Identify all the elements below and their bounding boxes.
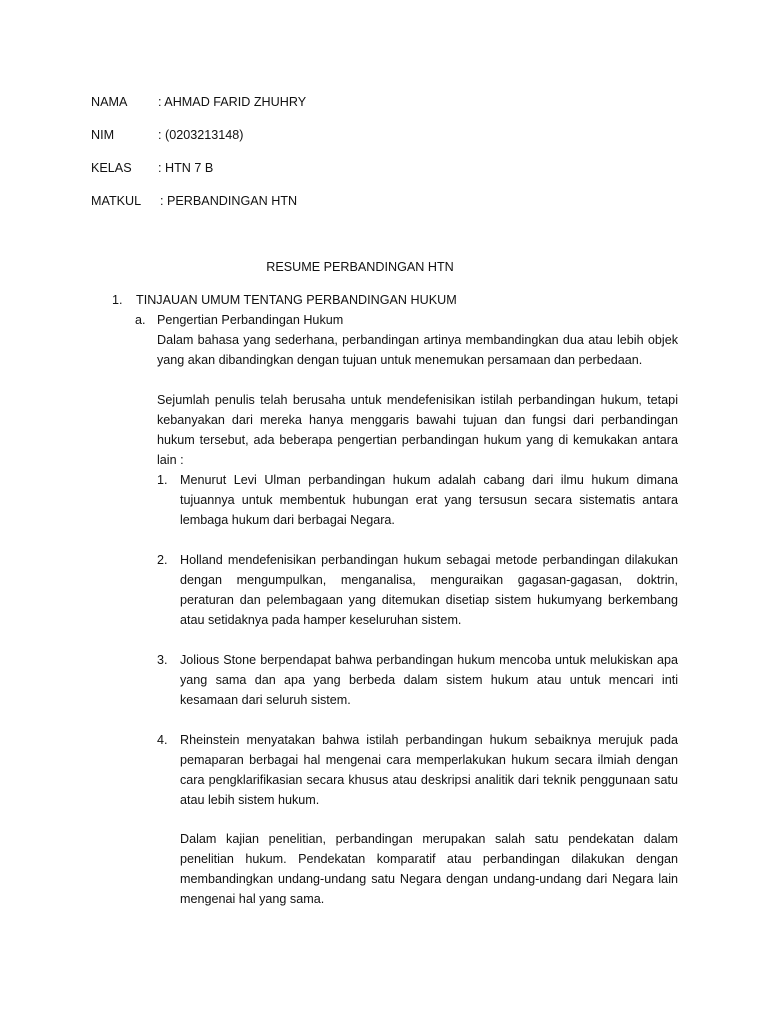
section-number: 1. [112, 293, 123, 307]
list-item-text: Holland mendefenisikan perbandingan hukum sebagai metode perbandingan dilakukan dengan mengumpulkan, menganalisa, menguraikan gagasan-gagasan, doktrin, peraturan dan pelembagaan yang ditemukan disetiap sistem hukumyang berkembang atau setidaknya pada hamper keseluruhan sistem. [180, 553, 678, 627]
info-label: NIM [91, 128, 115, 142]
document-title: RESUME PERBANDINGAN HTN [266, 260, 454, 274]
list-item-text: Jolious Stone berpendapat bahwa perbandingan hukum mencoba untuk melukiskan apa yang sama dan apa yang berbeda dalam sistem hukum atau untuk mencari inti kesamaan dari seluruh sistem. [180, 653, 678, 707]
paragraph: Sejumlah penulis telah berusaha untuk mendefenisikan istilah perbandingan hukum, tetapi kebanyakan dari mereka hanya menggaris bawahi tujuan dan fungsi dari perbandingan hukum tersebut, ada beberapa pengertian perbandingan hukum yang di kemukakan antara lain : [157, 393, 678, 467]
paragraph: Dalam kajian penelitian, perbandingan merupakan salah satu pendekatan dalam penelitian hukum. Pendekatan komparatif atau perbandingan dilakukan dengan membandingkan undang-undang satu Negara dengan undang-undang dari Negara lain mengenai hal yang sama. [180, 832, 678, 906]
info-value: : AHMAD FARID ZHUHRY [158, 95, 307, 109]
info-row-kelas [91, 158, 491, 178]
info-label: KELAS [91, 161, 132, 175]
list-item-number: 2. [157, 553, 168, 567]
list-item-number: 3. [157, 653, 168, 667]
info-row-nim [91, 125, 491, 145]
list-item-text: Menurut Levi Ulman perbandingan hukum adalah cabang dari ilmu hukum dimana tujuannya untuk membentuk hubungan erat yang tersusun secara sistematis antara lembaga hukum dari berbagai Negara. [180, 473, 678, 527]
info-value: : HTN 7 B [158, 161, 214, 175]
info-label: MATKUL [91, 194, 142, 208]
list-item-text: Rheinstein menyatakan bahwa istilah perbandingan hukum sebaiknya merujuk pada pemaparan berbagai hal mengenai cara memperlakukan hukum secara ilmiah dengan cara pengklarifikasian secara khusus atau deskripsi analitik dari teknik penggunaan satu atau lebih sistem hukum. [180, 733, 678, 807]
paragraph: Dalam bahasa yang sederhana, perbandingan artinya membandingkan dua atau lebih objek yang akan dibandingkan dengan tujuan untuk menemukan persamaan dan perbedaan. [157, 333, 678, 367]
info-row-nama [91, 92, 491, 112]
info-value: : (0203213148) [158, 128, 244, 142]
list-item-number: 1. [157, 473, 168, 487]
section-title: TINJAUAN UMUM TENTANG PERBANDINGAN HUKUM [136, 293, 457, 307]
subsection-letter: a. [135, 313, 146, 327]
info-value: : PERBANDINGAN HTN [160, 194, 298, 208]
list-item-number: 4. [157, 733, 168, 747]
info-label: NAMA [91, 95, 128, 109]
subsection-title: Pengertian Perbandingan Hukum [157, 313, 344, 327]
student-info [91, 92, 491, 224]
info-row-matkul [91, 191, 491, 211]
